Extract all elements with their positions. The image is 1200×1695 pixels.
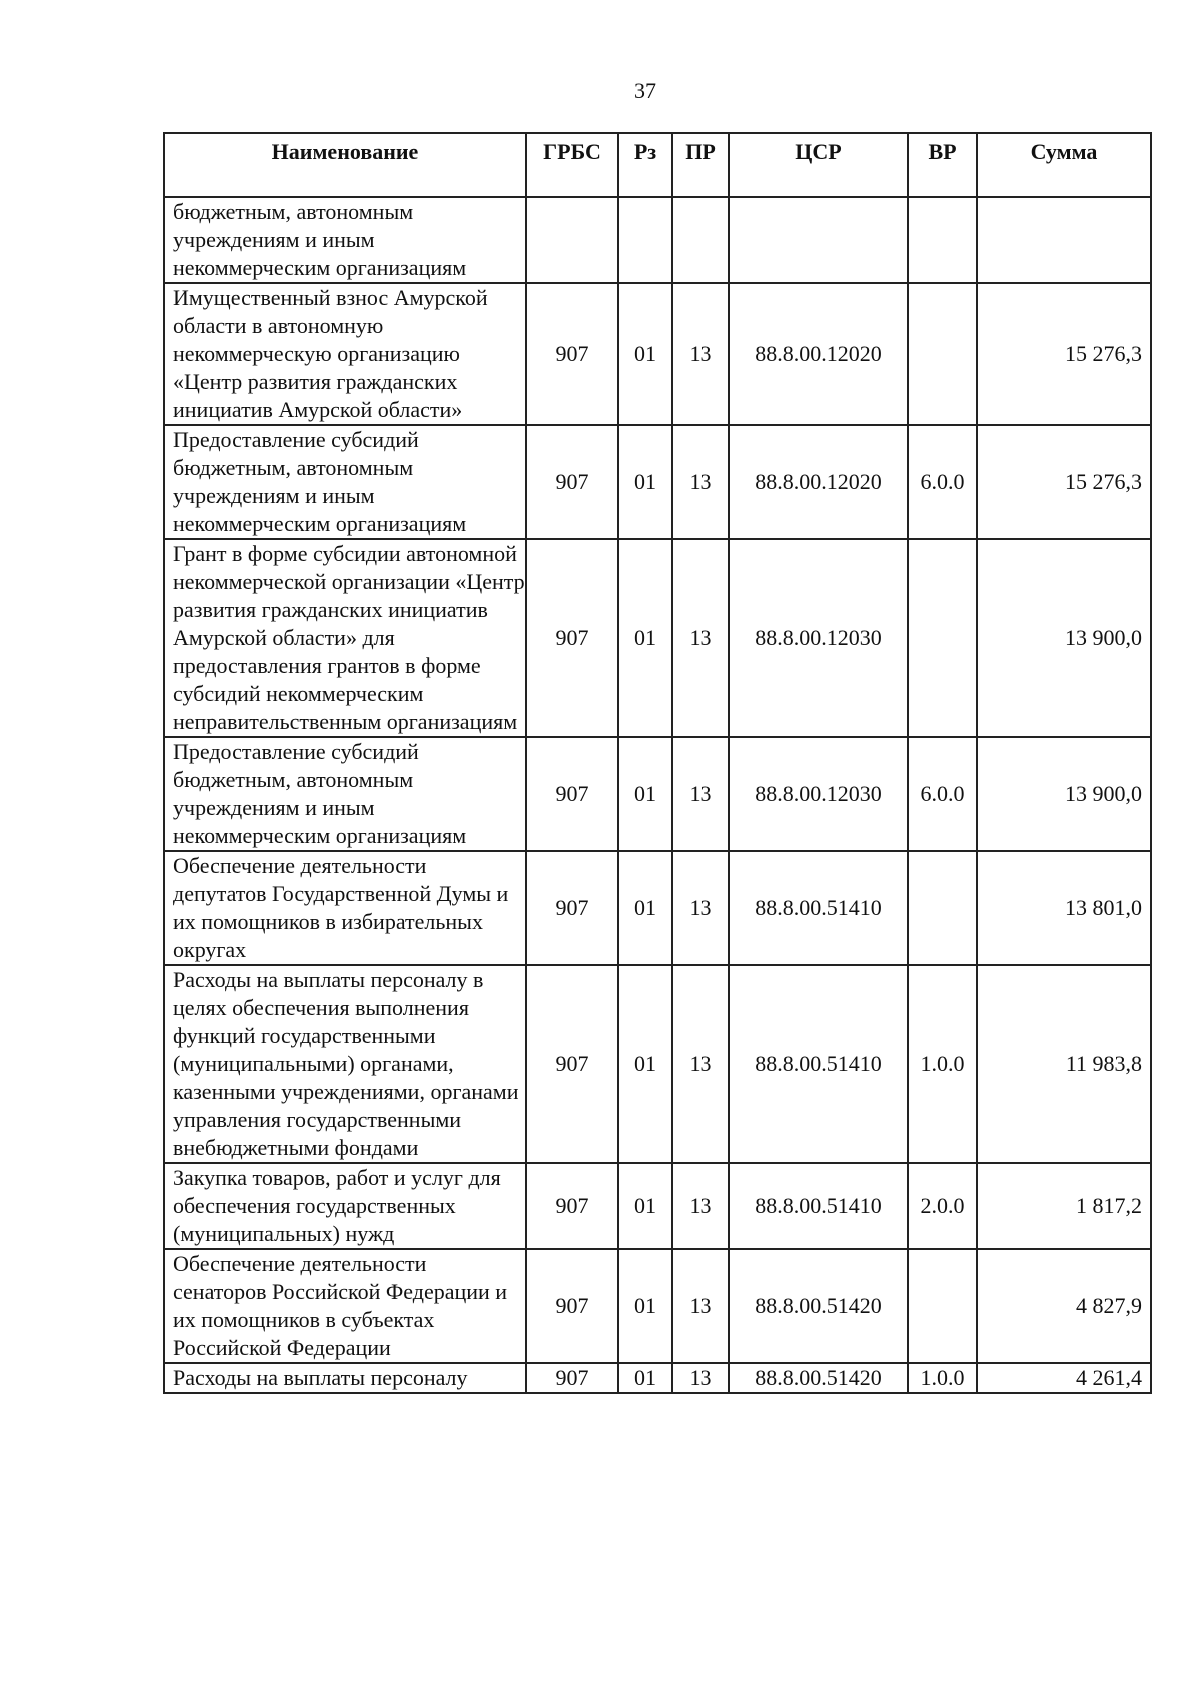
cell-pr: 13 (672, 965, 729, 1163)
cell-sum: 13 801,0 (977, 851, 1151, 965)
cell-pr: 13 (672, 851, 729, 965)
header-pr: ПР (672, 133, 729, 197)
table-header (164, 133, 1151, 197)
header-rz: Рз (618, 133, 672, 197)
cell-rz: 01 (618, 965, 672, 1163)
header-row (164, 133, 1151, 197)
cell-name: Расходы на выплаты персоналу в целях обеспечения выполнения функций государственными (муниципальными) органами, казенными учреждениями, органами управления государственными внебюджетными фондами (164, 965, 526, 1163)
table-row (164, 197, 1151, 283)
cell-rz (618, 197, 672, 283)
cell-pr: 13 (672, 1363, 729, 1393)
cell-sum: 15 276,3 (977, 425, 1151, 539)
cell-vr: 6.0.0 (908, 425, 977, 539)
header-vr: ВР (908, 133, 977, 197)
cell-vr (908, 539, 977, 737)
table-row (164, 851, 1151, 965)
cell-vr: 1.0.0 (908, 965, 977, 1163)
cell-pr: 13 (672, 425, 729, 539)
cell-name: бюджетным, автономным учреждениям и иным некоммерческим организациям (164, 197, 526, 283)
cell-rz: 01 (618, 1163, 672, 1249)
cell-name: Обеспечение деятельности сенаторов Российской Федерации и их помощников в субъектах Российской Федерации (164, 1249, 526, 1363)
cell-pr: 13 (672, 1163, 729, 1249)
cell-sum: 11 983,8 (977, 965, 1151, 1163)
cell-sum: 4 827,9 (977, 1249, 1151, 1363)
cell-grbs: 907 (526, 737, 618, 851)
header-sum: Сумма (977, 133, 1151, 197)
cell-name: Обеспечение деятельности депутатов Государственной Думы и их помощников в избирательных округах (164, 851, 526, 965)
cell-csr: 88.8.00.12030 (729, 737, 908, 851)
cell-name: Предоставление субсидий бюджетным, автономным учреждениям и иным некоммерческим организациям (164, 737, 526, 851)
cell-name: Предоставление субсидий бюджетным, автономным учреждениям и иным некоммерческим организациям (164, 425, 526, 539)
table-row (164, 965, 1151, 1163)
cell-sum: 15 276,3 (977, 283, 1151, 425)
budget-table (163, 132, 1152, 1394)
cell-pr (672, 197, 729, 283)
header-csr: ЦСР (729, 133, 908, 197)
cell-rz: 01 (618, 1363, 672, 1393)
table-row (164, 1249, 1151, 1363)
table-row (164, 1163, 1151, 1249)
cell-name: Грант в форме субсидии автономной некоммерческой организации «Центр развития гражданских инициатив Амурской области» для предоставления грантов в форме субсидий некоммерческим неправительственным организациям (164, 539, 526, 737)
cell-rz: 01 (618, 539, 672, 737)
table-row (164, 1363, 1151, 1393)
cell-pr: 13 (672, 737, 729, 851)
cell-grbs (526, 197, 618, 283)
cell-name: Имущественный взнос Амурской области в автономную некоммерческую организацию «Центр развития гражданских инициатив Амурской области» (164, 283, 526, 425)
cell-csr: 88.8.00.51420 (729, 1363, 908, 1393)
cell-rz: 01 (618, 737, 672, 851)
cell-rz: 01 (618, 851, 672, 965)
table-row (164, 283, 1151, 425)
cell-csr: 88.8.00.51410 (729, 1163, 908, 1249)
cell-csr: 88.8.00.12020 (729, 425, 908, 539)
cell-sum: 13 900,0 (977, 539, 1151, 737)
cell-rz: 01 (618, 1249, 672, 1363)
cell-grbs: 907 (526, 1163, 618, 1249)
cell-grbs: 907 (526, 1249, 618, 1363)
cell-name: Закупка товаров, работ и услуг для обеспечения государственных (муниципальных) нужд (164, 1163, 526, 1249)
cell-rz: 01 (618, 425, 672, 539)
cell-grbs: 907 (526, 1363, 618, 1393)
cell-vr (908, 851, 977, 965)
cell-sum (977, 197, 1151, 283)
table-row (164, 425, 1151, 539)
cell-vr: 2.0.0 (908, 1163, 977, 1249)
cell-csr (729, 197, 908, 283)
table-row (164, 737, 1151, 851)
cell-vr (908, 197, 977, 283)
cell-pr: 13 (672, 1249, 729, 1363)
cell-csr: 88.8.00.12020 (729, 283, 908, 425)
cell-vr (908, 1249, 977, 1363)
cell-csr: 88.8.00.51420 (729, 1249, 908, 1363)
cell-vr: 6.0.0 (908, 737, 977, 851)
cell-sum: 13 900,0 (977, 737, 1151, 851)
header-name: Наименование (164, 133, 526, 197)
cell-vr: 1.0.0 (908, 1363, 977, 1393)
cell-pr: 13 (672, 283, 729, 425)
cell-sum: 1 817,2 (977, 1163, 1151, 1249)
cell-csr: 88.8.00.12030 (729, 539, 908, 737)
cell-name: Расходы на выплаты персоналу (164, 1363, 526, 1393)
cell-csr: 88.8.00.51410 (729, 851, 908, 965)
header-grbs: ГРБС (526, 133, 618, 197)
cell-grbs: 907 (526, 851, 618, 965)
cell-grbs: 907 (526, 425, 618, 539)
cell-sum: 4 261,4 (977, 1363, 1151, 1393)
cell-grbs: 907 (526, 539, 618, 737)
cell-csr: 88.8.00.51410 (729, 965, 908, 1163)
cell-rz: 01 (618, 283, 672, 425)
cell-vr (908, 283, 977, 425)
table-row (164, 539, 1151, 737)
page-number: 37 (634, 78, 656, 103)
cell-grbs: 907 (526, 283, 618, 425)
cell-pr: 13 (672, 539, 729, 737)
table-body (164, 197, 1151, 1393)
cell-grbs: 907 (526, 965, 618, 1163)
